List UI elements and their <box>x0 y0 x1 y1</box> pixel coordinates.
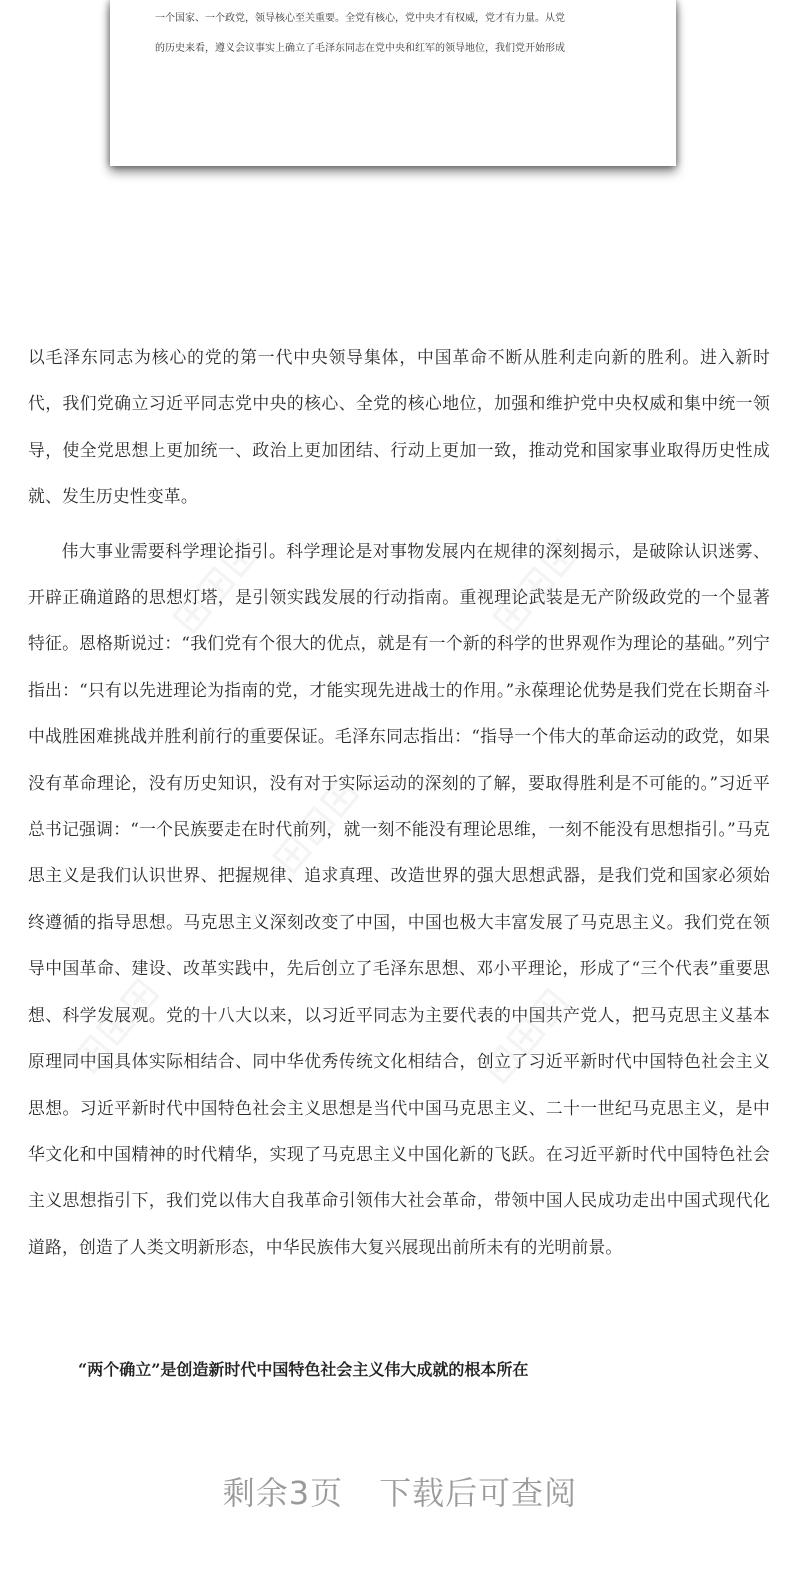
download-to-view-label[interactable]: 下载后可查阅 <box>379 1474 578 1512</box>
download-prompt[interactable] <box>0 1468 800 1514</box>
remaining-pages-label: 剩余3页 <box>222 1474 344 1512</box>
preview-line-2: 的历史来看，遵义会议事实上确立了毛泽东同志在党中央和红军的领导地位，我们党开始形成 <box>155 43 565 54</box>
preview-line-1: 一个国家、一个政党，领导核心至关重要。全党有核心，党中央才有权威，党才有力量。从党 <box>155 13 565 24</box>
body-paragraph-2: 伟大事业需要科学理论指引。科学理论是对事物发展内在规律的深刻揭示，是破除认识迷雾、开辟正确道路的思想灯塔，是引领实践发展的行动指南。重视理论武装是无产阶级政党的一个显著特征。恩格斯说过：“我们党有个很大的优点，就是有一个新的科学的世界观作为理论的基础。”列宁指出：“只有以先进理论为指南的党，才能实现先进战士的作用。”永葆理论优势是我们党在长期奋斗中战胜困难挑战并胜利前行的重要保证。毛泽东同志指出：“指导一个伟大的革命运动的政党，如果没有革命理论，没有历史知识，没有对于实际运动的深刻的了解，要取得胜利是不可能的。”习近平总书记强调：“一个民族要走在时代前列，就一刻不能没有理论思维，一刻不能没有思想指引。”马克思主义是我们认识世界、把握规律、追求真理、改造世界的强大思想武器，是我们党和国家必须始终遵循的指导思想。马克思主义深刻改变了中国，中国也极大丰富发展了马克思主义。我们党在领导中国革命、建设、改革实践中，先后创立了毛泽东思想、邓小平理论，形成了“三个代表”重要思想、科学发展观。党的十八大以来，以习近平同志为主要代表的中国共产党人，把马克思主义基本原理同中国具体实际相结合、同中华优秀传统文化相结合，创立了习近平新时代中国特色社会主义思想。习近平新时代中国特色社会主义思想是当代中国马克思主义、二十一世纪马克思主义，是中华文化和中国精神的时代精华，实现了马克思主义中国化新的飞跃。在习近平新时代中国特色社会主义思想指引下，我们党以伟大自我革命引领伟大社会革命，带领中国人民成功走出中国式现代化道路，创造了人类文明新形态，中华民族伟大复兴展现出前所未有的光明前景。 <box>28 540 770 1257</box>
document-body <box>28 334 770 1270</box>
document-preview-card <box>110 0 676 166</box>
section-heading: “两个确立”是创造新时代中国特色社会主义伟大成就的根本所在 <box>78 1360 529 1379</box>
body-paragraph-1: 以毛泽东同志为核心的党的第一代中央领导集体，中国革命不断从胜利走向新的胜利。进入新时代，我们党确立习近平同志党中央的核心、全党的核心地位，加强和维护党中央权威和集中统一领导，使全党思想上更加统一、政治上更加团结、行动上更加一致，推动党和国家事业取得历史性成就、发生历史性变革。 <box>28 347 770 507</box>
